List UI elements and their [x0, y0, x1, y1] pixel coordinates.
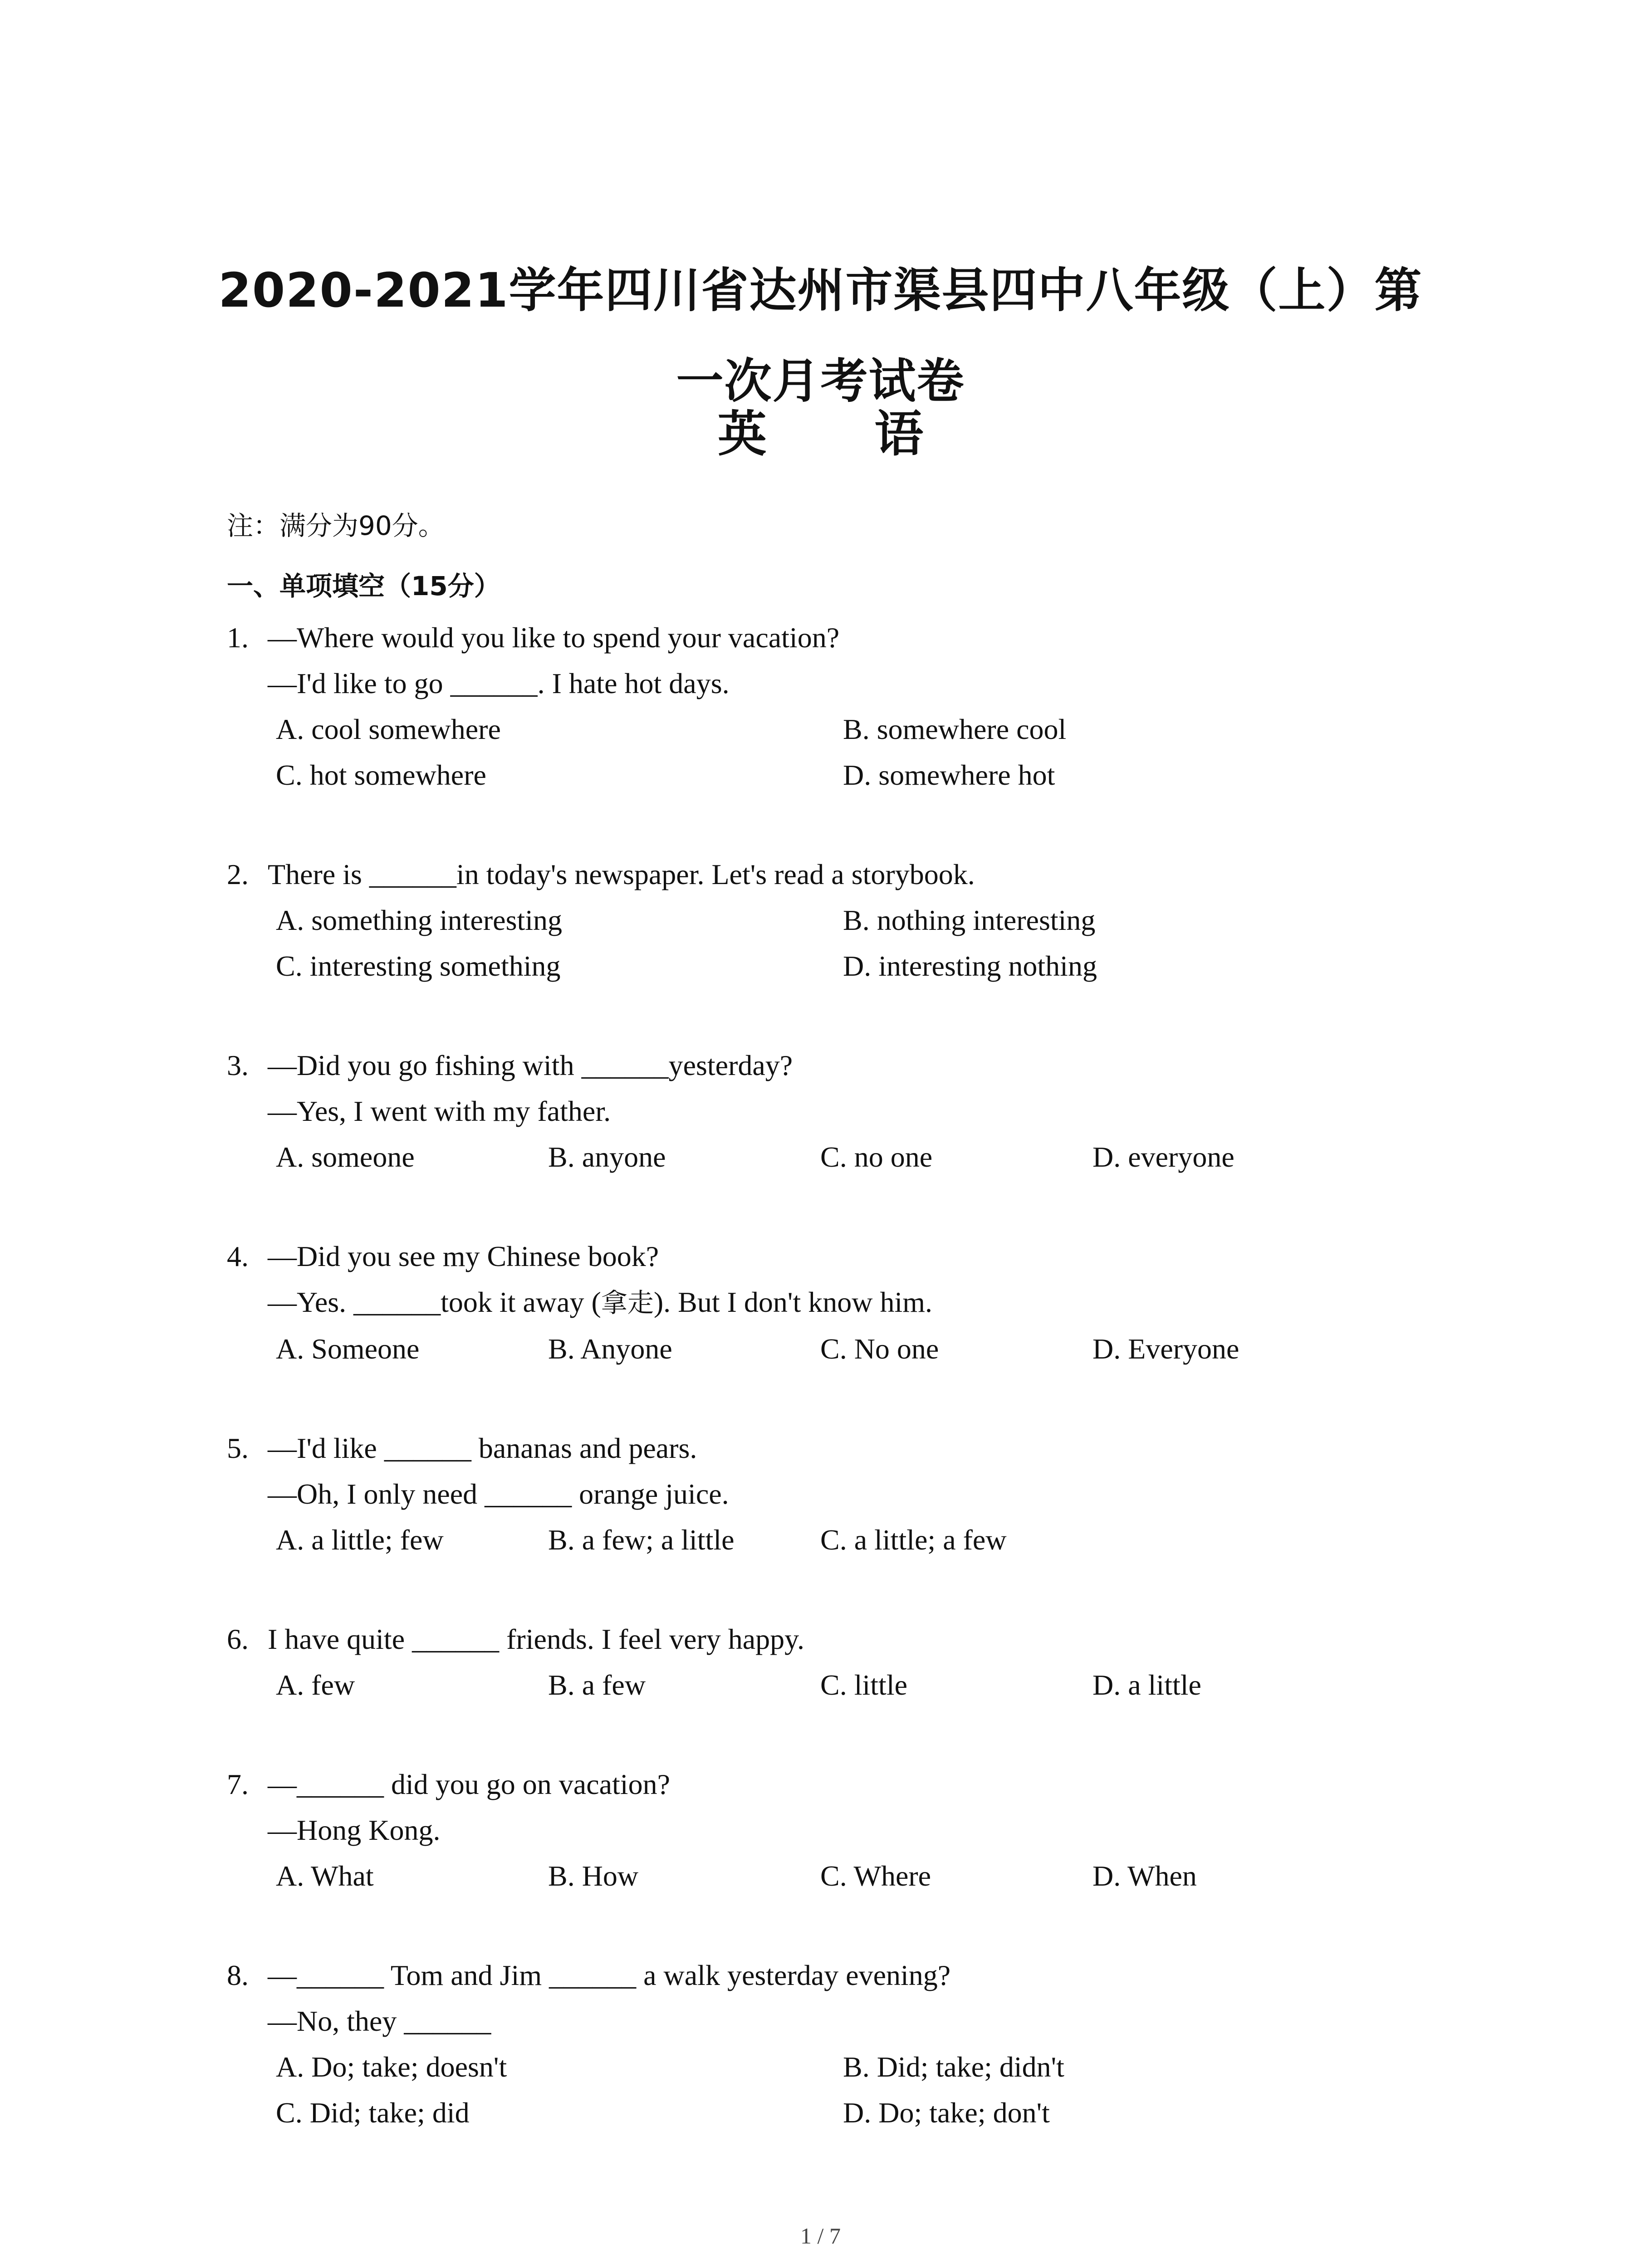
- option-grid: [227, 897, 1452, 989]
- option-b: B. How: [548, 1860, 639, 1892]
- option-grid: [227, 706, 1452, 798]
- stem-gloss: 拿走: [601, 1287, 654, 1318]
- option-grid: [227, 1853, 1452, 1899]
- question-number: 1.: [227, 621, 249, 654]
- option-d: D. somewhere hot: [843, 759, 1055, 791]
- question-number: 7.: [227, 1768, 249, 1800]
- option-d: D. a little: [1092, 1669, 1201, 1701]
- option-b: B. a few; a little: [548, 1524, 735, 1556]
- option-grid: [227, 1662, 1452, 1708]
- option-b: B. a few: [548, 1669, 646, 1701]
- option-c: C. a little; a few: [820, 1524, 1007, 1556]
- subject-heading: 英 语: [717, 406, 969, 463]
- option-grid: [227, 1326, 1452, 1372]
- option-a: A. a little; few: [276, 1524, 444, 1556]
- option-c: C. no one: [820, 1141, 933, 1173]
- option-grid: [227, 1134, 1452, 1180]
- title-line-2: 一次月考试卷: [676, 353, 965, 409]
- option-grid: [227, 1517, 1452, 1563]
- question-stem-line-2: [227, 1279, 1452, 1326]
- section-heading: 一、单项填空（15分）: [227, 571, 500, 601]
- option-a: A. something interesting: [276, 904, 563, 936]
- question-stem: —I'd like ______ bananas and pears.: [268, 1432, 697, 1464]
- score-note: 注：满分为90分。: [227, 510, 445, 541]
- option-d: D. When: [1092, 1860, 1197, 1892]
- title-line-1: 2020-2021学年四川省达州市渠县四中八年级（上）第: [218, 263, 1423, 318]
- question-number: 5.: [227, 1432, 249, 1464]
- question-stem-line-2: —Oh, I only need ______ orange juice.: [268, 1478, 729, 1510]
- option-a: A. someone: [276, 1141, 415, 1173]
- option-c: C. Did; take; did: [276, 2097, 470, 2129]
- question-stem-line-2: —I'd like to go ______. I hate hot days.: [268, 667, 730, 699]
- question-8: [227, 1952, 1452, 2136]
- question-number: 6.: [227, 1623, 249, 1655]
- question-stem: —Did you go fishing with ______yesterday?: [268, 1049, 793, 1081]
- question-4: [227, 1233, 1452, 1372]
- option-a: A. cool somewhere: [276, 713, 501, 745]
- option-a: A. Do; take; doesn't: [276, 2051, 507, 2083]
- question-1: [227, 615, 1452, 798]
- option-grid: [227, 2044, 1452, 2136]
- stem-text-after: ). But I don't know him.: [653, 1286, 933, 1318]
- option-b: B. anyone: [548, 1141, 666, 1173]
- option-d: D. Do; take; don't: [843, 2097, 1050, 2129]
- option-d: D. Everyone: [1092, 1333, 1239, 1365]
- question-number: 4.: [227, 1240, 249, 1272]
- option-d: D. interesting nothing: [843, 950, 1097, 982]
- option-a: A. What: [276, 1860, 374, 1892]
- question-stem: I have quite ______ friends. I feel very happy.: [268, 1623, 804, 1655]
- question-number: 2.: [227, 858, 249, 890]
- option-c: C. hot somewhere: [276, 759, 486, 791]
- question-3: [227, 1042, 1452, 1180]
- question-list: [227, 615, 1452, 2145]
- option-b: B. nothing interesting: [843, 904, 1096, 936]
- option-b: B. somewhere cool: [843, 713, 1067, 745]
- option-c: C. No one: [820, 1333, 939, 1365]
- question-stem: —______ did you go on vacation?: [268, 1768, 670, 1800]
- question-2: [227, 851, 1452, 989]
- question-stem-line-2: —No, they ______: [268, 2005, 491, 2037]
- question-6: [227, 1616, 1452, 1708]
- question-stem-line-2: —Hong Kong.: [268, 1814, 441, 1846]
- option-b: B. Did; take; didn't: [843, 2051, 1064, 2083]
- question-7: [227, 1761, 1452, 1899]
- question-stem: There is ______in today's newspaper. Let's read a storybook.: [268, 858, 975, 890]
- question-stem: —Did you see my Chinese book?: [268, 1240, 659, 1272]
- option-c: C. little: [820, 1669, 907, 1701]
- option-c: C. Where: [820, 1860, 931, 1892]
- option-a: A. few: [276, 1669, 355, 1701]
- page-number: 1 / 7: [800, 2223, 841, 2248]
- question-stem: —______ Tom and Jim ______ a walk yesterday evening?: [268, 1959, 951, 1991]
- question-number: 8.: [227, 1959, 249, 1991]
- stem-text-before: —Yes. ______took it away (: [268, 1286, 601, 1318]
- question-number: 3.: [227, 1049, 249, 1081]
- option-d: D. everyone: [1092, 1141, 1234, 1173]
- question-stem: —Where would you like to spend your vacation?: [268, 621, 840, 654]
- option-a: A. Someone: [276, 1333, 420, 1365]
- question-stem-line-2: —Yes, I went with my father.: [268, 1095, 611, 1127]
- option-b: B. Anyone: [548, 1333, 672, 1365]
- question-5: [227, 1425, 1452, 1563]
- option-c: C. interesting something: [276, 950, 561, 982]
